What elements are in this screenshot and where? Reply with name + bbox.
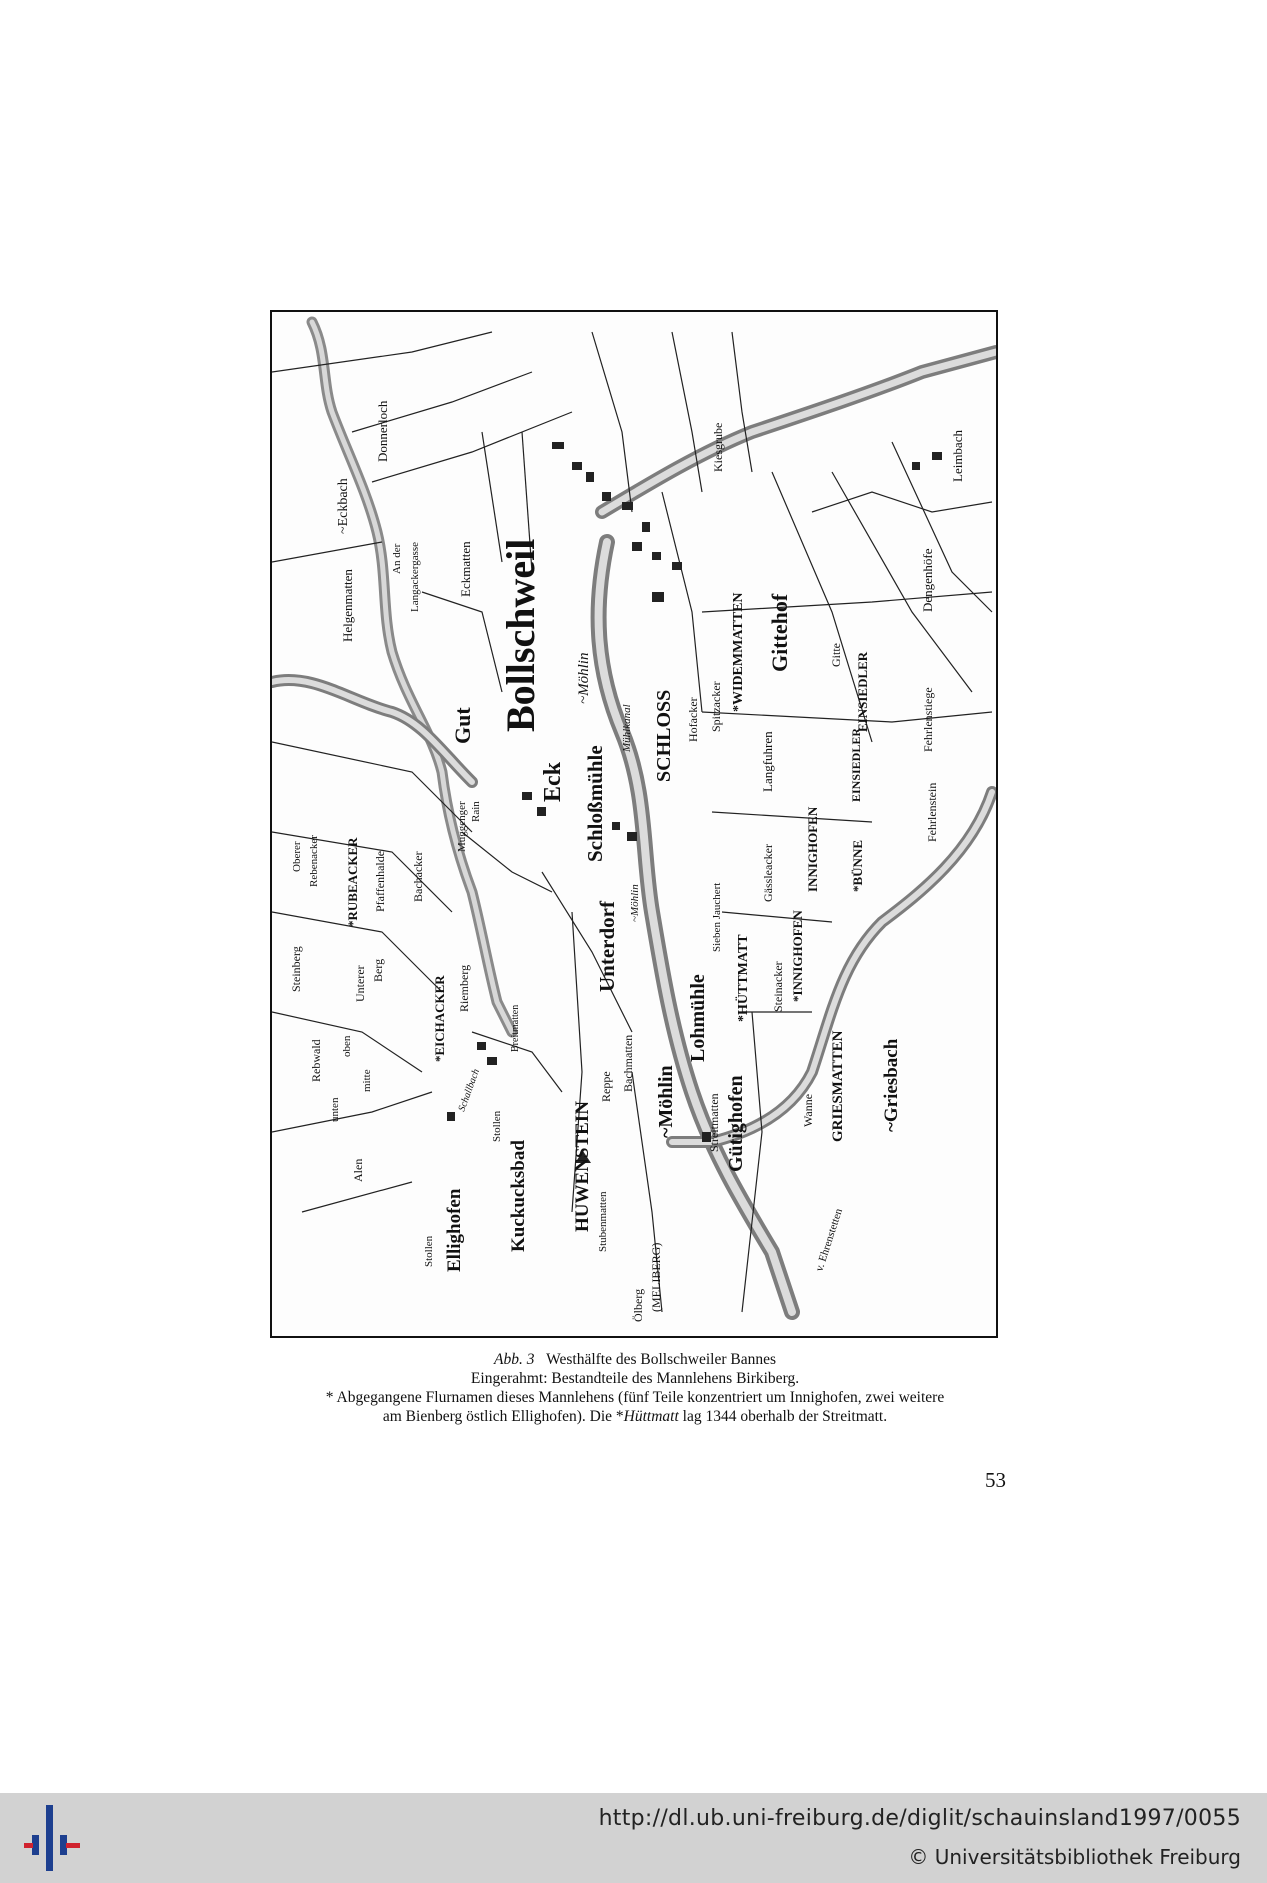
label-griesmatten: GRIESMATTEN bbox=[830, 1030, 846, 1142]
label-huwenstein: HUWENSTEIN bbox=[572, 1101, 593, 1232]
label-fehrlenstiege: Fehrlenstiege bbox=[921, 687, 935, 752]
river-northeast bbox=[602, 352, 996, 512]
label-rubeacker: *RUBEACKER bbox=[345, 837, 360, 927]
label-gittehof: Gittehof bbox=[767, 593, 792, 672]
label-rain: Rain bbox=[470, 801, 482, 822]
figure-title: Westhälfte des Bollschweiler Bannes bbox=[546, 1351, 776, 1368]
label-an-der: An der bbox=[391, 543, 403, 574]
label-ellighofen: Ellighofen bbox=[444, 1188, 465, 1272]
label-donnerloch: Donnerloch bbox=[375, 400, 390, 462]
label-streitmatten: Streitmatten bbox=[707, 1093, 721, 1152]
label-unterer: Unterer bbox=[353, 965, 367, 1002]
label-mitte: mitte bbox=[361, 1069, 373, 1092]
label-eckmatten: Eckmatten bbox=[458, 541, 473, 597]
map-drawing bbox=[272, 312, 996, 1336]
label-widemmatten: *WIDEMMATTEN bbox=[731, 592, 746, 712]
label-spitzacker: Spitzacker bbox=[709, 681, 723, 732]
label-moehlin-2: ~Möhlin bbox=[655, 1065, 677, 1138]
label-einsiedler-1: EINSIEDLER bbox=[855, 651, 870, 732]
label-bollschweil: Bollschweil bbox=[498, 538, 543, 732]
label-langfuhren: Langfuhren bbox=[760, 731, 775, 792]
label-alen: Alen bbox=[351, 1158, 365, 1182]
label-bachmatten: Bachmatten bbox=[621, 1034, 635, 1092]
river-moehlin bbox=[599, 542, 792, 1312]
caption-line-4: am Bienberg östlich Ellighofen). Die *Hüttmatt lag 1344 oberhalb der Streitmatt. bbox=[382, 1408, 888, 1425]
map-figure bbox=[270, 310, 998, 1338]
label-huettmatt: *HÜTTMATT bbox=[736, 934, 751, 1022]
label-oberer: Oberer bbox=[291, 841, 303, 872]
label-helgenmatten: Helgenmatten bbox=[340, 569, 355, 642]
label-schallbach: Schallbach bbox=[456, 1067, 483, 1114]
label-fehrlenstein: Fehrlenstein bbox=[925, 782, 939, 842]
label-rebwald: Rebwald bbox=[309, 1039, 323, 1082]
label-gut: Gut bbox=[450, 707, 475, 744]
ub-freiburg-logo-icon bbox=[24, 1805, 84, 1871]
label-guetighofen: Gütighofen bbox=[725, 1075, 747, 1172]
caption-line-3: * Abgegangene Flurnamen dieses Mannlehens (fünf Teile konzentriert um Innighofen, zwei weitere bbox=[325, 1389, 945, 1406]
figure-label: Abb. 3 bbox=[494, 1351, 535, 1368]
label-hofacker: Hofacker bbox=[686, 697, 700, 742]
label-muehlkanal: Mühlkanal bbox=[621, 704, 633, 752]
label-oelberg: Ölberg bbox=[631, 1288, 645, 1322]
label-dengenhoefe: Dengenhöfe bbox=[920, 548, 935, 612]
label-steinacker: Steinacker bbox=[771, 961, 785, 1012]
label-buenne: *BÜNNE bbox=[850, 839, 865, 892]
caption-line-2: Eingerahmt: Bestandteile des Mannlehens Birkiberg. bbox=[470, 1370, 800, 1387]
label-rebenacker: Rebenacker bbox=[308, 835, 320, 887]
label-griesbach: ~Griesbach bbox=[881, 1038, 902, 1132]
label-kiesgrube: Kiesgrube bbox=[711, 422, 725, 472]
label-stubenmatten: Stubenmatten bbox=[597, 1191, 609, 1252]
label-ehrenstetten: v. Ehrenstetten bbox=[813, 1207, 846, 1273]
label-moehlin-1: ~Möhlin bbox=[576, 652, 592, 704]
label-eckbach: ~Eckbach bbox=[336, 478, 351, 534]
label-eck: Eck bbox=[540, 761, 566, 802]
label-reppe: Reppe bbox=[599, 1071, 613, 1102]
label-sieben-jauchert: Sieben Jauchert bbox=[711, 882, 723, 952]
label-muggenger: Muggenger bbox=[456, 801, 468, 852]
label-pfaffenhalde: Pfaffenhalde bbox=[373, 850, 387, 912]
label-innighofen-1: INNIGHOFEN bbox=[805, 806, 820, 892]
label-langackergasse: Langackergasse bbox=[409, 541, 421, 612]
label-leimbach: Leimbach bbox=[950, 430, 965, 482]
label-oben: oben bbox=[341, 1035, 353, 1057]
label-moehlin-3: ~Möhlin bbox=[629, 884, 641, 922]
label-stollen-2: Stollen bbox=[491, 1110, 503, 1142]
label-gaessleacker: Gässleacker bbox=[761, 844, 775, 902]
caption-huettmatt: Hüttmatt bbox=[623, 1408, 679, 1425]
label-breitmatten: Breitmatten bbox=[510, 1004, 521, 1052]
label-eichacker: *EICHACKER bbox=[432, 975, 447, 1062]
label-berg: Berg bbox=[371, 958, 385, 982]
label-riemberg: Riemberg bbox=[457, 964, 471, 1012]
copyright-text: © Universitätsbibliothek Freiburg bbox=[908, 1845, 1241, 1869]
label-innighofen-2: *INNIGHOFEN bbox=[790, 910, 805, 1002]
caption-title-line bbox=[240, 1350, 1030, 1369]
label-meliberg: (MELIBERG) bbox=[649, 1242, 663, 1312]
label-bachacker: Bachacker bbox=[411, 851, 425, 902]
label-steinberg: Steinberg bbox=[289, 946, 303, 992]
footer-bar bbox=[0, 1793, 1267, 1883]
label-lohmuehle: Lohmühle bbox=[687, 974, 709, 1062]
label-schloss: SCHLOSS bbox=[653, 689, 675, 782]
page-number: 53 bbox=[985, 1468, 1006, 1492]
document-url-link[interactable]: http://dl.ub.uni-freiburg.de/diglit/schauinsland1997/0055 bbox=[598, 1806, 1241, 1831]
label-unterdorf: Unterdorf bbox=[595, 901, 619, 992]
figure-caption bbox=[240, 1350, 1030, 1426]
label-stollen-1: Stollen bbox=[423, 1235, 435, 1267]
label-kuckucksbad: Kuckucksbad bbox=[508, 1140, 529, 1252]
label-einsiedler-2: EINSIEDLER bbox=[849, 727, 863, 802]
label-wanne: Wanne bbox=[801, 1093, 815, 1127]
label-gitte: Gitte bbox=[829, 643, 843, 667]
label-schlossmuehle: Schloßmühle bbox=[583, 745, 607, 862]
label-unten: unten bbox=[329, 1097, 341, 1122]
